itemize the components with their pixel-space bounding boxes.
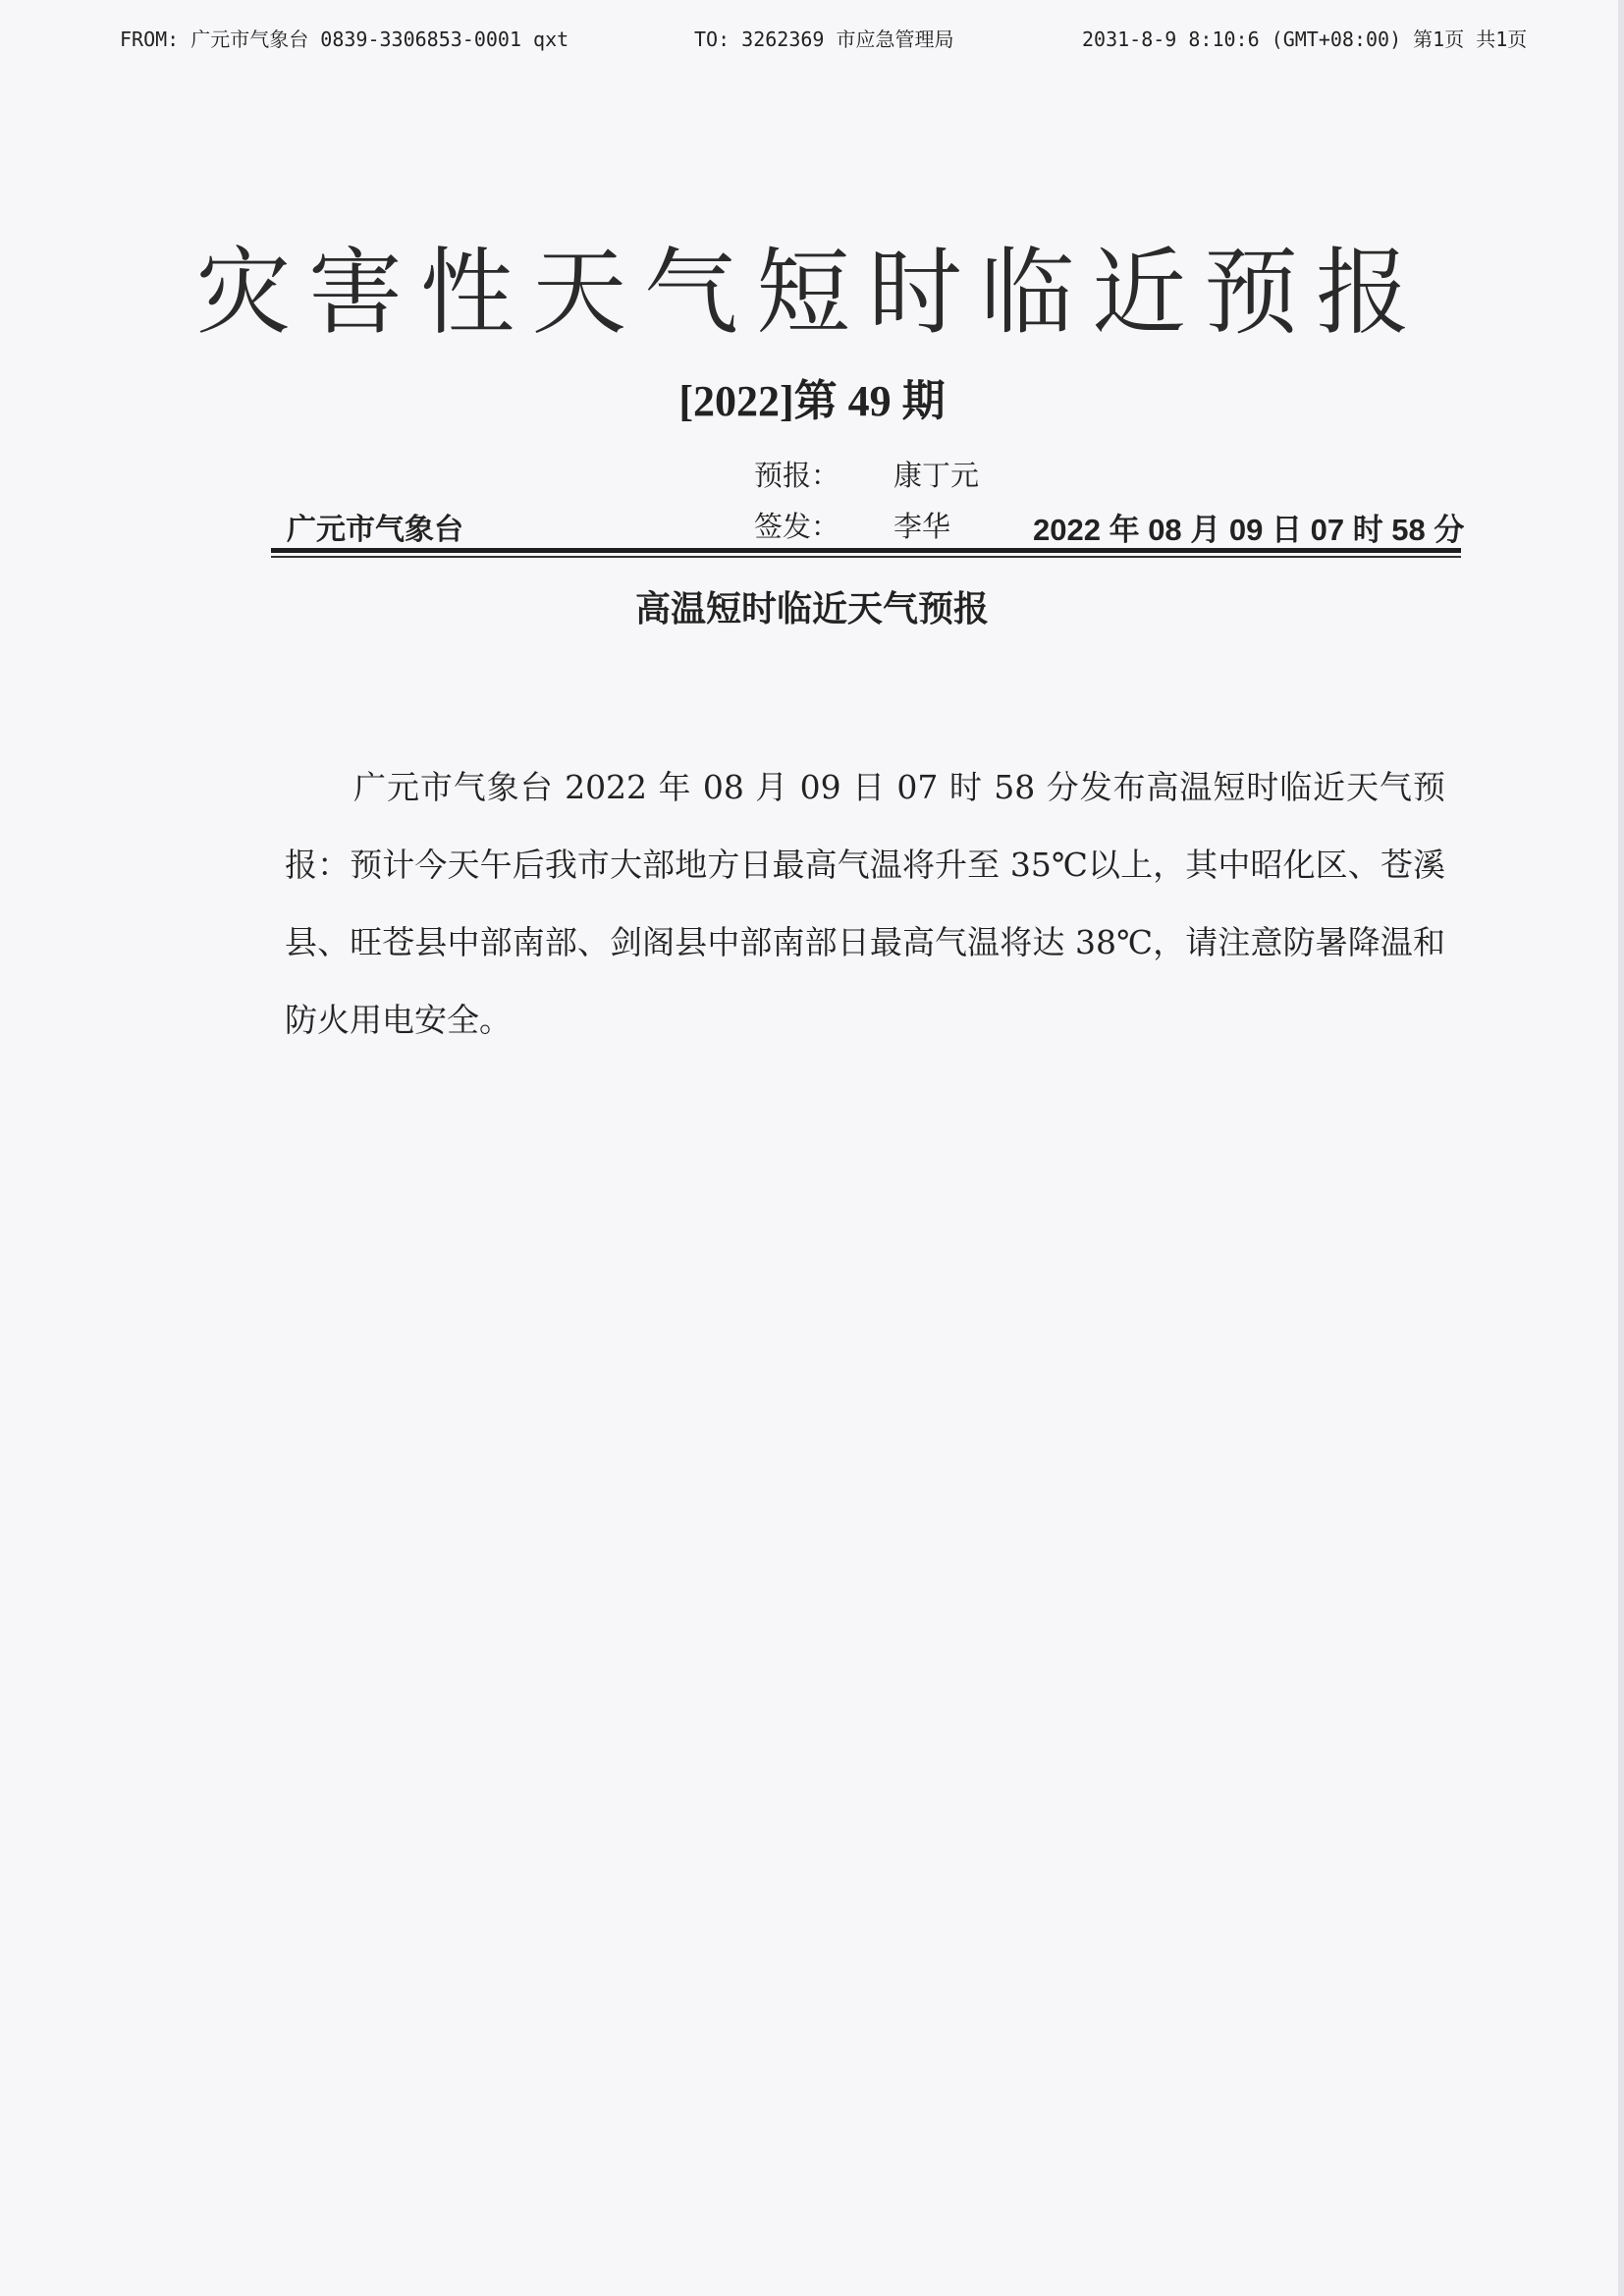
- header-rule-thin: [271, 556, 1461, 558]
- scan-edge: [1618, 0, 1624, 2296]
- issuer-name: 李华: [893, 512, 951, 543]
- forecaster-name: 康丁元: [893, 461, 980, 492]
- organization-name: 广元市气象台: [287, 514, 463, 546]
- fax-time-page: 2031-8-9 8:10:6 (GMT+08:00) 第1页 共1页: [1082, 27, 1528, 51]
- issue-datetime: 2022 年 08 月 09 日 07 时 58 分: [1033, 513, 1465, 547]
- issuer-label: 签发：: [754, 512, 840, 543]
- forecaster-label: 预报：: [754, 461, 840, 492]
- section-title: 高温短时临近天气预报: [634, 588, 989, 629]
- fax-to: TO: 3262369 市应急管理局: [694, 27, 954, 51]
- document-title: 灾害性天气短时临近预报: [196, 238, 1428, 348]
- header-rule-thick: [271, 548, 1461, 553]
- issue-number: [2022]第 49 期: [678, 377, 946, 425]
- forecast-body-text: 广元市气象台 2022 年 08 月 09 日 07 时 58 分发布高温短时临近天气预报：预计今天午后我市大部地方日最高气温将升至 35℃以上，其中昭化区、苍溪县、旺苍县中部南部、剑阁县中部南部日最高气温将达 38℃，请注意防暑降温和防火用电安全。: [285, 768, 1445, 1039]
- fax-header: [120, 24, 1593, 59]
- fax-from: FROM: 广元市气象台 0839-3306853-0001 qxt: [120, 27, 569, 51]
